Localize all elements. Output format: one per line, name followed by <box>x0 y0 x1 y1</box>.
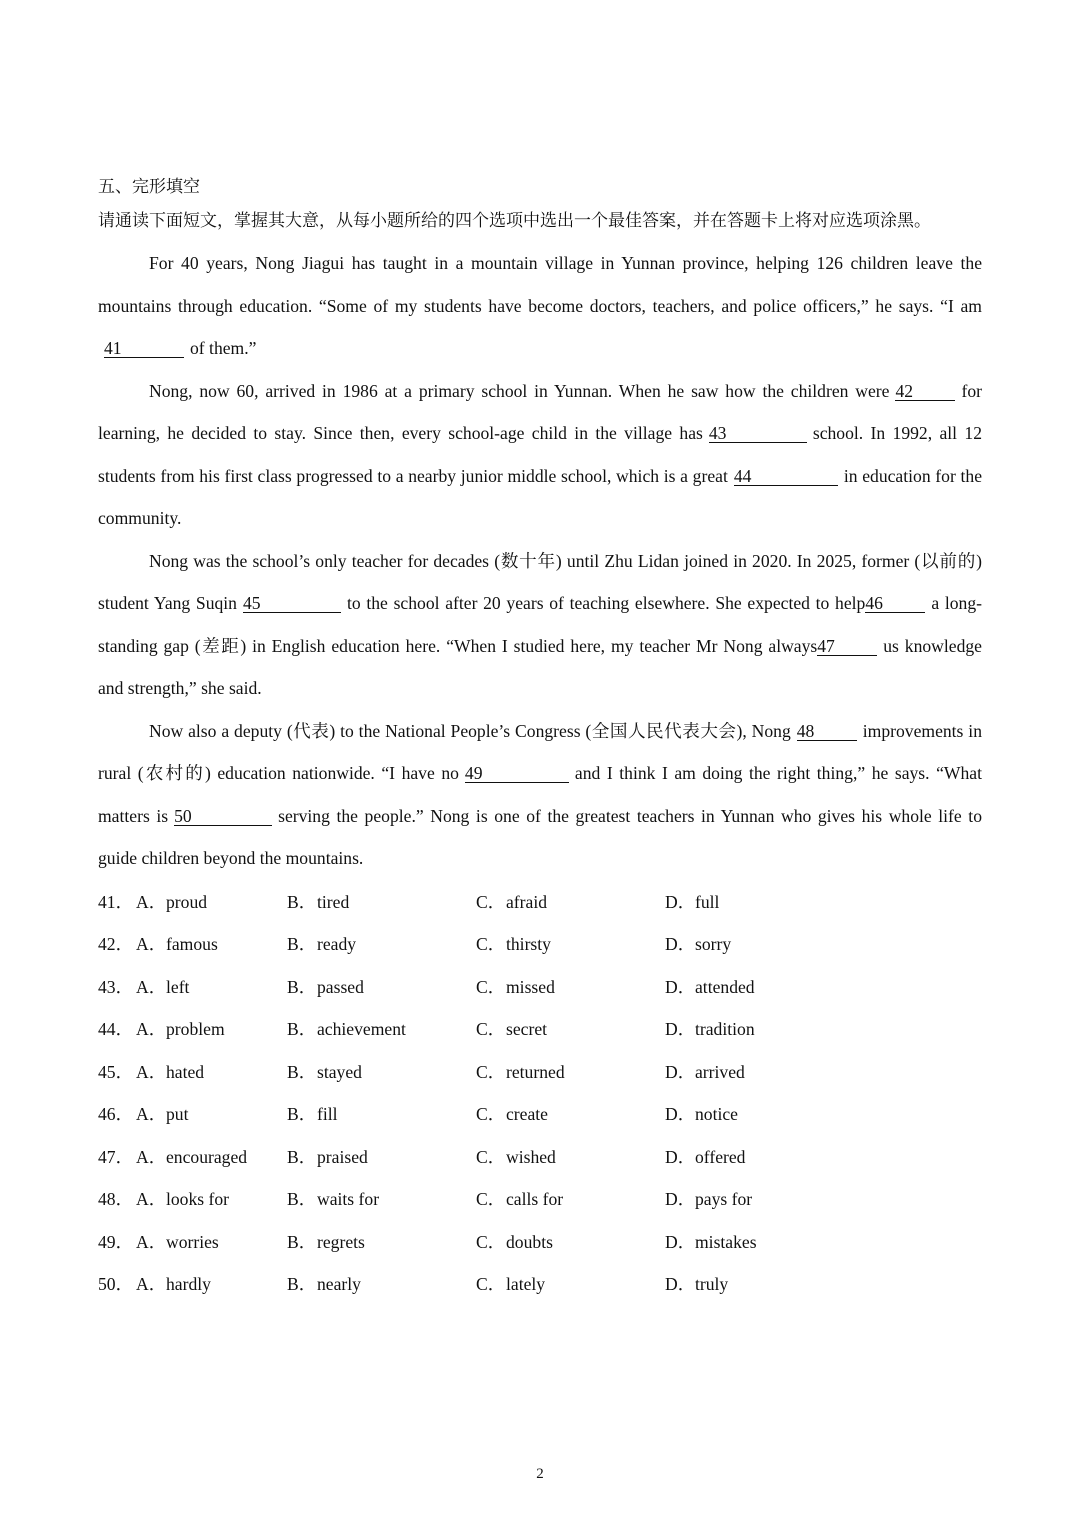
option-d <box>665 881 854 924</box>
blank-44: 44 <box>734 467 838 486</box>
option-c <box>476 1136 665 1179</box>
option-text: tired <box>317 891 350 912</box>
option-text: pays for <box>695 1189 753 1209</box>
option-letter: B． <box>287 1189 317 1209</box>
option-text: notice <box>695 1104 738 1124</box>
option-text: arrived <box>695 1061 745 1082</box>
option-a <box>136 1051 287 1094</box>
option-c <box>476 1221 665 1264</box>
option-b <box>287 1008 476 1051</box>
paragraph-text: us knowledge and strength,” she said. <box>98 635 982 698</box>
option-letter: D． <box>665 891 696 912</box>
option-text: stayed <box>317 1061 362 1082</box>
question-number: 50． <box>98 1274 134 1294</box>
option-letter: A． <box>136 1104 167 1124</box>
option-d <box>665 1008 854 1051</box>
option-letter: B． <box>287 976 317 997</box>
option-letter: D． <box>665 1019 696 1039</box>
option-text: proud <box>166 891 208 912</box>
paragraph-text: a long-standing gap (差距) in English education here. “When I studied here, my teacher Mr Nong always <box>98 593 982 656</box>
paragraph-text: Nong, now 60, arrived in 1986 at a primary school in Yunnan. When he saw how the children were <box>149 380 890 401</box>
question-row <box>98 1136 982 1179</box>
option-b <box>287 1221 476 1264</box>
paragraph-text: serving the people.” Nong is one of the greatest teachers in Yunnan who gives his whole life to guide children beyond the mountains. <box>98 805 982 868</box>
option-text: returned <box>506 1061 565 1082</box>
option-letter: C． <box>476 1104 506 1124</box>
option-text: regrets <box>317 1231 365 1252</box>
option-b <box>287 881 476 924</box>
blank-43: 43 <box>709 424 807 443</box>
blank-41: 41 <box>104 339 184 358</box>
question-number: 46． <box>98 1104 134 1124</box>
option-text: lately <box>506 1274 546 1294</box>
option-d <box>665 923 854 966</box>
blank-42: 42 <box>895 382 955 401</box>
option-d <box>665 1178 854 1221</box>
paragraph-3 <box>98 540 982 710</box>
option-text: doubts <box>506 1231 553 1252</box>
option-a <box>136 1263 287 1306</box>
option-c <box>476 1263 665 1306</box>
question-number: 48． <box>98 1189 134 1209</box>
option-b <box>287 1178 476 1221</box>
option-letter: A． <box>136 1274 167 1294</box>
option-letter: D． <box>665 1104 696 1124</box>
option-text: fill <box>317 1104 338 1124</box>
option-text: achievement <box>317 1019 406 1039</box>
option-letter: D． <box>665 934 696 954</box>
option-a <box>136 1178 287 1221</box>
question-row <box>98 966 982 1009</box>
paragraph-text: For 40 years, Nong Jiagui has taught in a mountain village in Yunnan province, helping 126 children leave the mountains through education. “Some of my students have become doctors, teachers, and police officers,” he says. “I am <box>98 253 982 316</box>
document-page <box>98 172 982 1306</box>
paragraph-1 <box>98 242 982 370</box>
option-text: looks for <box>166 1189 230 1209</box>
paragraph-text: Nong was the school’s only teacher for decades (数十年) until Zhu Lidan joined in 2020. In 2025, former (以前的) student Yang Suqin <box>98 550 982 613</box>
option-text: thirsty <box>506 934 551 954</box>
question-number: 43． <box>98 976 134 997</box>
question-row <box>98 1093 982 1136</box>
option-c <box>476 881 665 924</box>
option-d <box>665 966 854 1009</box>
option-d <box>665 1093 854 1136</box>
paragraph-text: school. In 1992, all 12 students from his first class progressed to a nearby junior middle school, which is a great <box>98 423 982 486</box>
option-b <box>287 966 476 1009</box>
option-letter: C． <box>476 1019 506 1039</box>
option-b <box>287 1136 476 1179</box>
option-a <box>136 1093 287 1136</box>
option-letter: C． <box>476 934 506 954</box>
question-number: 41． <box>98 891 134 912</box>
option-text: put <box>166 1104 189 1124</box>
option-a <box>136 881 287 924</box>
option-text: nearly <box>317 1274 361 1294</box>
option-c <box>476 923 665 966</box>
question-row <box>98 1051 982 1094</box>
option-letter: B． <box>287 1231 317 1252</box>
option-letter: C． <box>476 1231 506 1252</box>
option-letter: D． <box>665 1189 696 1209</box>
option-letter: B． <box>287 1274 317 1294</box>
option-text: left <box>166 976 190 997</box>
option-text: passed <box>317 976 364 997</box>
option-a <box>136 1221 287 1264</box>
option-d <box>665 1263 854 1306</box>
option-letter: B． <box>287 1019 317 1039</box>
option-letter: B． <box>287 934 317 954</box>
question-row <box>98 1263 982 1306</box>
option-letter: A． <box>136 976 167 997</box>
option-text: calls for <box>506 1189 564 1209</box>
option-letter: C． <box>476 1189 506 1209</box>
option-letter: A． <box>136 934 167 954</box>
paragraph-text: for learning, he decided to stay. Since then, every school-age child in the village has <box>98 380 982 443</box>
option-letter: D． <box>665 1274 696 1294</box>
option-letter: D． <box>665 1061 696 1082</box>
question-row <box>98 1221 982 1264</box>
paragraph-text: in education for the community. <box>98 465 983 528</box>
option-letter: B． <box>287 1061 317 1082</box>
option-text: encouraged <box>166 1146 248 1167</box>
page-number: 2 <box>536 1466 544 1482</box>
option-letter: A． <box>136 1146 167 1167</box>
option-letter: C． <box>476 976 506 997</box>
blank-46: 46 <box>865 594 925 613</box>
option-text: waits for <box>317 1189 380 1209</box>
option-letter: D． <box>665 1146 696 1167</box>
blank-49: 49 <box>465 764 569 783</box>
option-a <box>136 1008 287 1051</box>
option-letter: C． <box>476 1274 506 1294</box>
option-text: full <box>695 891 720 912</box>
question-options <box>98 881 982 1306</box>
option-text: worries <box>166 1231 219 1252</box>
option-b <box>287 1093 476 1136</box>
option-text: hated <box>166 1061 205 1082</box>
option-text: hardly <box>166 1274 211 1294</box>
option-text: offered <box>695 1146 746 1167</box>
option-text: sorry <box>695 934 732 954</box>
option-text: secret <box>506 1019 548 1039</box>
option-letter: B． <box>287 1104 317 1124</box>
question-row <box>98 1008 982 1051</box>
option-a <box>136 923 287 966</box>
option-b <box>287 1051 476 1094</box>
option-c <box>476 1178 665 1221</box>
option-text: famous <box>166 934 218 954</box>
question-row <box>98 923 982 966</box>
option-c <box>476 1093 665 1136</box>
question-number: 49． <box>98 1231 134 1252</box>
option-text: truly <box>695 1274 729 1294</box>
paragraph-text: improvements in rural (农村的) education nationwide. “I have no <box>98 720 982 783</box>
section-title: 五、完形填空 <box>98 177 200 197</box>
option-text: attended <box>695 976 755 997</box>
paragraph-text: to the school after 20 years of teaching elsewhere. She expected to help <box>346 593 866 613</box>
option-letter: D． <box>665 976 696 997</box>
blank-48: 48 <box>797 722 857 741</box>
paragraph-text: of them.” <box>190 338 257 358</box>
question-row <box>98 1178 982 1221</box>
option-letter: C． <box>476 1146 506 1167</box>
option-c <box>476 1051 665 1094</box>
option-letter: A． <box>136 1231 167 1252</box>
option-letter: A． <box>136 891 167 912</box>
question-number: 45． <box>98 1061 134 1082</box>
option-d <box>665 1136 854 1179</box>
option-text: tradition <box>695 1019 755 1039</box>
paragraph-text: and I think I am doing the right thing,” he says. “What matters is <box>98 763 982 826</box>
option-text: wished <box>506 1146 556 1167</box>
option-b <box>287 1263 476 1306</box>
blank-50: 50 <box>174 807 272 826</box>
paragraph-text: Now also a deputy (代表) to the National People’s Congress (全国人民代表大会), Nong <box>149 720 791 741</box>
option-text: create <box>506 1104 548 1124</box>
option-letter: C． <box>476 891 506 912</box>
option-a <box>136 966 287 1009</box>
question-number: 47． <box>98 1146 134 1167</box>
option-letter: B． <box>287 1146 317 1167</box>
option-text: praised <box>317 1146 368 1167</box>
option-d <box>665 1051 854 1094</box>
blank-45: 45 <box>243 594 341 613</box>
question-number: 44． <box>98 1019 134 1039</box>
option-letter: A． <box>136 1019 167 1039</box>
instructions: 请通读下面短文，掌握其大意，从每小题所给的四个选项中选出一个最佳答案，并在答题卡上将对应选项涂黑。 <box>98 211 931 231</box>
option-letter: B． <box>287 891 317 912</box>
option-d <box>665 1221 854 1264</box>
option-text: missed <box>506 976 555 997</box>
option-letter: D． <box>665 1231 696 1252</box>
option-c <box>476 1008 665 1051</box>
option-letter: A． <box>136 1061 167 1082</box>
question-number: 42． <box>98 934 134 954</box>
option-letter: C． <box>476 1061 506 1082</box>
paragraph-4 <box>98 710 982 880</box>
question-row <box>98 881 982 924</box>
paragraph-2 <box>98 370 982 540</box>
blank-47: 47 <box>817 637 877 656</box>
option-text: mistakes <box>695 1231 757 1252</box>
option-c <box>476 966 665 1009</box>
option-b <box>287 923 476 966</box>
option-a <box>136 1136 287 1179</box>
option-text: ready <box>317 934 357 954</box>
option-text: afraid <box>506 891 548 912</box>
option-text: problem <box>166 1019 225 1039</box>
option-letter: A． <box>136 1189 167 1209</box>
